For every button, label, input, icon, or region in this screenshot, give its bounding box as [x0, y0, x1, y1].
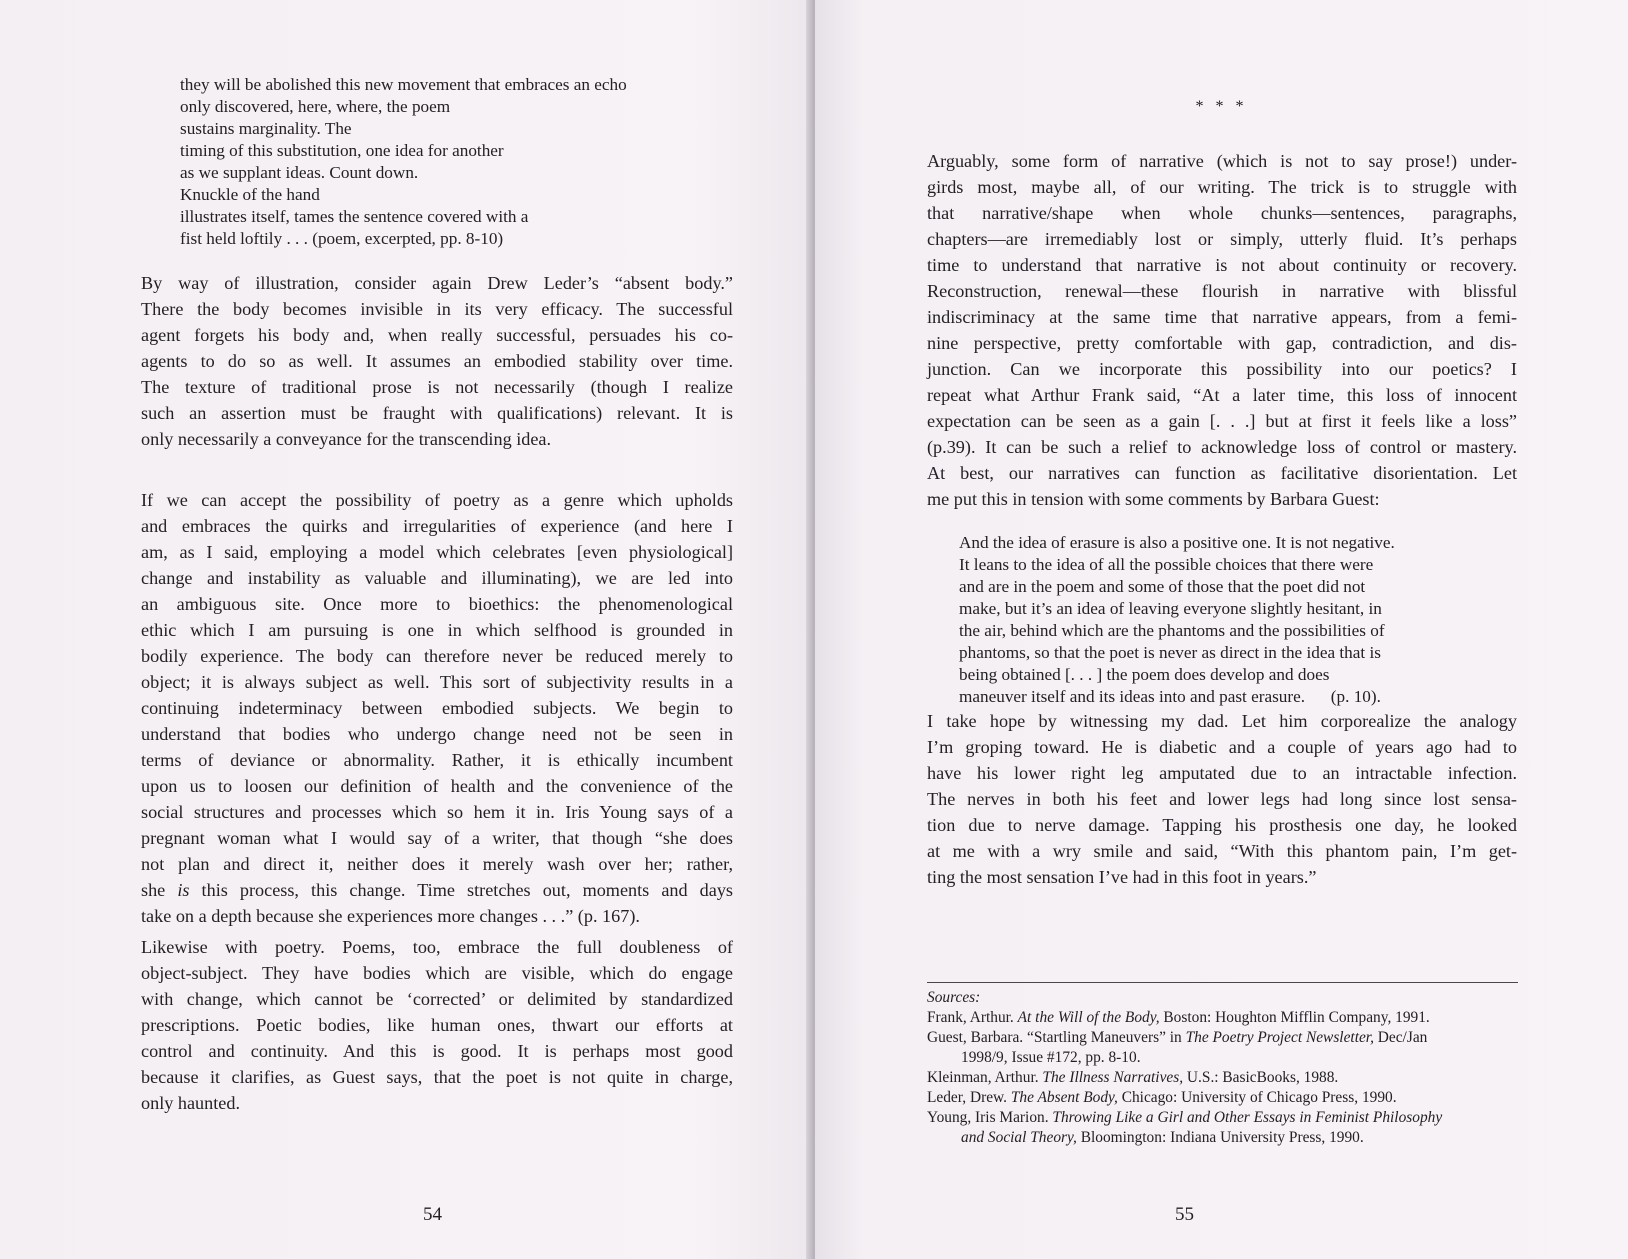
source-entry: [927, 1108, 1527, 1128]
source-entry-continued: [927, 1048, 1527, 1068]
text-line: not plan and direct it, neither does it merely wash over her; rather,: [141, 854, 733, 874]
paragraph-genre: [141, 487, 733, 929]
text-line: object-subject. They have bodies which are visible, which do engage: [141, 963, 733, 983]
poem-line: only discovered, here, where, the poem: [180, 97, 451, 116]
source-entry: [927, 1088, 1527, 1108]
poem-line: timing of this substitution, one idea for another: [180, 141, 504, 160]
page-number-right: 55: [1175, 1204, 1194, 1225]
text-line: terms of deviance or abnormality. Rather, it is ethically incumbent: [141, 750, 733, 770]
page-number-left: 54: [423, 1204, 442, 1225]
right-page: [815, 0, 1628, 1259]
text-line: chapters—are irremediably lost or simply, utterly fluid. It’s perhaps: [927, 229, 1517, 249]
quote-line: phantoms, so that the poet is never as direct in the idea that is: [959, 643, 1381, 662]
quote-line: It leans to the idea of all the possible choices that there were: [959, 555, 1374, 574]
source-text: Frank, Arthur.: [927, 1009, 1018, 1026]
text-line: bodily experience. The body can therefore never be reduced merely to: [141, 646, 733, 666]
quote-line: and are in the poem and some of those that the poet did not: [959, 577, 1366, 596]
quote-line: maneuver itself and its ideas into and past erasure. (p. 10).: [959, 687, 1381, 706]
text-line: girds most, maybe all, of our writing. The trick is to struggle with: [927, 177, 1517, 197]
italic-emphasis: is: [177, 880, 190, 900]
source-text: Dec/Jan: [1373, 1029, 1428, 1046]
paragraph-likewise-poetry: [141, 934, 733, 1116]
quote-line: And the idea of erasure is also a positive one. It is not negative.: [959, 533, 1395, 552]
text-line: ethic which I am pursuing is one in which selfhood is grounded in: [141, 620, 733, 640]
text-line: pregnant woman what I would say of a writer, that though “she does: [141, 828, 733, 848]
text-line: change and instability as valuable and illuminating), we are led into: [141, 568, 733, 588]
source-text: Boston: Houghton Mifflin Company, 1991.: [1159, 1009, 1430, 1026]
paragraph-dad: [927, 708, 1517, 890]
text-line: understand that bodies who undergo change need not be seen in: [141, 724, 733, 744]
text-line: tion due to nerve damage. Tapping his prosthesis one day, he looked: [927, 815, 1517, 835]
source-text: Bloomington: Indiana University Press, 1990.: [1076, 1129, 1364, 1146]
text-line: ting the most sensation I’ve had in this foot in years.”: [927, 867, 1317, 887]
text-line: take on a depth because she experiences more changes . . .” (p. 167).: [141, 906, 640, 926]
text-line: At best, our narratives can function as facilitative disorientation. Let: [927, 463, 1517, 483]
sources-list: [927, 988, 1527, 1148]
source-text: 1998/9, Issue #172, pp. 8-10.: [961, 1049, 1141, 1066]
text-line: I’m groping toward. He is diabetic and a couple of years ago had to: [927, 737, 1517, 757]
text-line: only necessarily a conveyance for the transcending idea.: [141, 429, 552, 449]
text-line: and embraces the quirks and irregularities of experience (and here I: [141, 516, 733, 536]
text-line: agent forgets his body and, when really successful, persuades his co-: [141, 325, 733, 345]
poem-line: as we supplant ideas. Count down.: [180, 163, 419, 182]
text-line: Likewise with poetry. Poems, too, embrace the full doubleness of: [141, 937, 733, 957]
text-line: prescriptions. Poetic bodies, like human ones, thwart our efforts at: [141, 1015, 733, 1035]
text-line: an ambiguous site. Once more to bioethics: the phenomenological: [141, 594, 733, 614]
source-text: Guest, Barbara. “Startling Maneuvers” in: [927, 1029, 1186, 1046]
source-text: Leder, Drew.: [927, 1089, 1011, 1106]
text-line: junction. Can we incorporate this possibility into our poetics? I: [927, 359, 1517, 379]
source-entry: [927, 1028, 1527, 1048]
text-line: Arguably, some form of narrative (which is not to say prose!) under-: [927, 151, 1517, 171]
text-fragment: this process, this change. Time stretches out, moments and days: [189, 880, 733, 900]
quote-line: make, but it’s an idea of leaving everyone slightly hesitant, in: [959, 599, 1382, 618]
text-fragment: she: [141, 880, 178, 900]
text-line: expectation can be seen as a gain [. . .] but at first it feels like a loss”: [927, 411, 1517, 431]
source-title: The Absent Body,: [1010, 1089, 1118, 1106]
text-line: with change, which cannot be ‘corrected’ or delimited by standardized: [141, 989, 733, 1009]
text-line: The nerves in both his feet and lower legs had long since lost sensa-: [927, 789, 1517, 809]
source-title: At the Will of the Body,: [1017, 1009, 1160, 1026]
poem-line: illustrates itself, tames the sentence covered with a: [180, 207, 529, 226]
text-line: The texture of traditional prose is not necessarily (though I realize: [141, 377, 733, 397]
text-line: social structures and processes which so hem it in. Iris Young says of a: [141, 802, 733, 822]
source-title: Throwing Like a Girl and Other Essays in Feminist Philosophy: [1052, 1109, 1443, 1126]
text-line: There the body becomes invisible in its very efficacy. The successful: [141, 299, 733, 319]
text-line: indiscriminacy at the same time that narrative appears, from a femi-: [927, 307, 1517, 327]
text-line: me put this in tension with some comments by Barbara Guest:: [927, 489, 1380, 509]
source-text: Kleinman, Arthur.: [927, 1069, 1043, 1086]
source-text: Young, Iris Marion.: [927, 1109, 1053, 1126]
quote-line: the air, behind which are the phantoms and the possibilities of: [959, 621, 1385, 640]
source-text: Chicago: University of Chicago Press, 1990.: [1117, 1089, 1397, 1106]
source-text: U.S.: BasicBooks, 1988.: [1183, 1069, 1339, 1086]
text-line: continuing indeterminacy between embodied subjects. We begin to: [141, 698, 733, 718]
text-line: time to understand that narrative is not about continuity or recovery.: [927, 255, 1517, 275]
source-entry-continued: [927, 1128, 1527, 1148]
source-title: and Social Theory,: [961, 1129, 1077, 1146]
sources-heading: Sources:: [927, 989, 981, 1006]
text-line: such an assertion must be fraught with qualifications) relevant. It is: [141, 403, 733, 423]
poem-line: Knuckle of the hand: [180, 185, 320, 204]
text-line: that narrative/shape when whole chunks—sentences, paragraphs,: [927, 203, 1517, 223]
poem-excerpt: [180, 74, 640, 250]
quote-line: being obtained [. . . ] the poem does develop and does: [959, 665, 1330, 684]
source-title: The Poetry Project Newsletter,: [1185, 1029, 1374, 1046]
section-break: * * *: [1195, 98, 1248, 115]
poem-line: fist held loftily . . . (poem, excerpted, pp. 8-10): [180, 229, 504, 248]
text-line: object; it is always subject as well. This sort of subjectivity results in a: [141, 672, 733, 692]
paragraph-narrative: [927, 148, 1517, 512]
text-line: [141, 877, 733, 903]
text-line: because it clarifies, as Guest says, that the poet is not quite in charge,: [141, 1067, 733, 1087]
text-line: only haunted.: [141, 1093, 241, 1113]
source-title: The Illness Narratives,: [1042, 1069, 1184, 1086]
source-entry: [927, 1068, 1527, 1088]
text-line: I take hope by witnessing my dad. Let him corporealize the analogy: [927, 711, 1517, 731]
text-line: (p.39). It can be such a relief to acknowledge loss of control or mastery.: [927, 437, 1517, 457]
text-line: nine perspective, pretty comfortable with gap, contradiction, and dis-: [927, 333, 1517, 353]
text-line: If we can accept the possibility of poetry as a genre which upholds: [141, 490, 733, 510]
footnote-divider: [927, 982, 1518, 983]
text-line: By way of illustration, consider again Drew Leder’s “absent body.”: [141, 273, 733, 293]
paragraph-absent-body: [141, 270, 733, 452]
text-line: Reconstruction, renewal—these flourish in narrative with blissful: [927, 281, 1517, 301]
text-line: upon us to loosen our definition of health and the convenience of the: [141, 776, 733, 796]
text-line: at me with a wry smile and said, “With this phantom pain, I’m get-: [927, 841, 1517, 861]
text-line: repeat what Arthur Frank said, “At a later time, this loss of innocent: [927, 385, 1517, 405]
text-line: have his lower right leg amputated due to an intractable infection.: [927, 763, 1517, 783]
source-entry: [927, 1008, 1527, 1028]
poem-line: they will be abolished this new movement that embraces an echo: [180, 75, 627, 94]
text-line: agents to do so as well. It assumes an embodied stability over time.: [141, 351, 733, 371]
text-line: am, as I said, employing a model which celebrates [even physiological]: [141, 542, 733, 562]
text-line: control and continuity. And this is good. It is perhaps most good: [141, 1041, 733, 1061]
poem-line: sustains marginality. The: [180, 119, 352, 138]
block-quote-guest: [959, 532, 1479, 708]
